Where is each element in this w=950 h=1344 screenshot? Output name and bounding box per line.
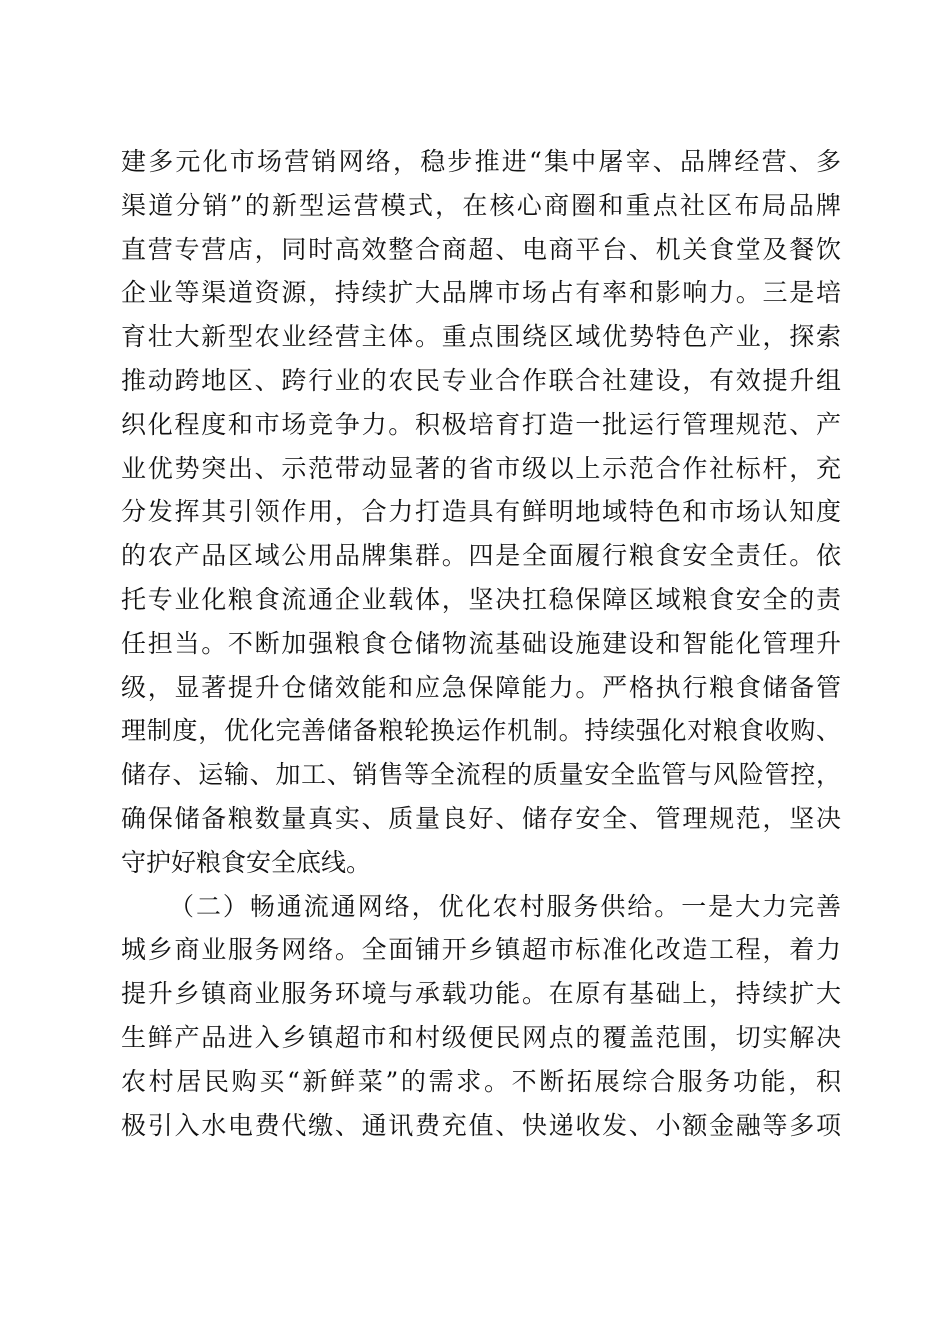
text-line: 农村居民购买“新鲜菜”的需求。不断拓展综合服务功能，积 [121,1066,841,1096]
text-line: 织化程度和市场竞争力。积极培育打造一批运行管理规范、产 [121,409,841,439]
text-line: 生鲜产品进入乡镇超市和村级便民网点的覆盖范围，切实解决 [121,1022,841,1052]
text-line: 业优势突出、示范带动显著的省市级以上示范合作社标杆，充 [121,453,841,483]
text-line: 的农产品区域公用品牌集群。四是全面履行粮食安全责任。依 [121,541,841,571]
text-line: 渠道分销”的新型运营模式，在核心商圈和重点社区布局品牌 [121,190,841,220]
text-line: 推动跨地区、跨行业的农民专业合作联合社建设，有效提升组 [121,365,841,395]
text-line: 理制度，优化完善储备粮轮换运作机制。持续强化对粮食收购、 [121,716,841,746]
text-line: 直营专营店，同时高效整合商超、电商平台、机关食堂及餐饮 [121,234,841,264]
text-line: 城乡商业服务网络。全面铺开乡镇超市标准化改造工程，着力 [121,935,841,965]
text-line: 级，显著提升仓储效能和应急保障能力。严格执行粮食储备管 [121,672,841,702]
text-line: 建多元化市场营销网络，稳步推进“集中屠宰、品牌经营、多 [121,147,841,176]
text-line: 分发挥其引领作用，合力打造具有鲜明地域特色和市场认知度 [121,497,841,527]
text-line: 提升乡镇商业服务环境与承载功能。在原有基础上，持续扩大 [121,979,841,1009]
text-line: 确保储备粮数量真实、质量良好、储存安全、管理规范，坚决 [121,803,841,833]
text-line: 企业等渠道资源，持续扩大品牌市场占有率和影响力。三是培 [121,278,841,308]
text-line: 守护好粮食安全底线。 [121,847,372,877]
text-line: 储存、运输、加工、销售等全流程的质量安全监管与风险管控， [121,760,841,790]
text-line: 托专业化粮食流通企业载体，坚决扛稳保障区域粮食安全的责 [121,584,841,614]
body-text [121,140,841,1147]
section-heading-line: （二）畅通流通网络，优化农村服务供给。一是大力完善 [169,891,841,921]
text-line: 育壮大新型农业经营主体。重点围绕区域优势特色产业，探索 [121,322,841,352]
text-line: 极引入水电费代缴、通讯费充值、快递收发、小额金融等多项 [121,1110,841,1140]
text-line: 任担当。不断加强粮食仓储物流基础设施建设和智能化管理升 [121,628,841,658]
